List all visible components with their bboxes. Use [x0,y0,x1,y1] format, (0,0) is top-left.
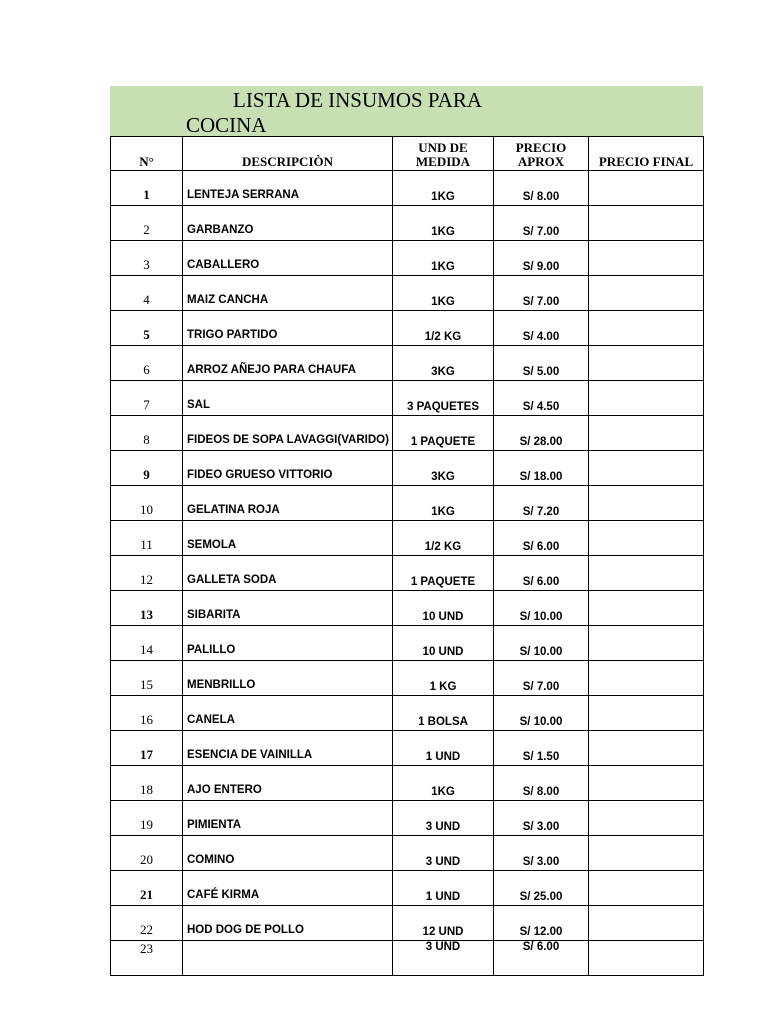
table-row [111,766,704,801]
table-row [111,906,704,941]
row-description: GALLETA SODA [183,556,393,591]
table-row [111,696,704,731]
row-number: 1 [111,171,183,206]
header-approx-price [494,137,589,171]
title-line-1: LISTA DE INSUMOS PARA [233,88,483,112]
row-final-price[interactable] [589,696,704,731]
row-approx-price: S/ 3.00 [494,836,589,871]
row-unit: 3 UND [393,941,494,976]
table-row [111,941,704,976]
row-description: GARBANZO [183,206,393,241]
row-final-price[interactable] [589,906,704,941]
row-number: 8 [111,416,183,451]
row-description [183,941,393,976]
row-number: 4 [111,276,183,311]
row-number: 12 [111,556,183,591]
row-number: 13 [111,591,183,626]
row-final-price[interactable] [589,836,704,871]
row-final-price[interactable] [589,871,704,906]
row-approx-price: S/ 28.00 [494,416,589,451]
row-final-price[interactable] [589,731,704,766]
row-description: SAL [183,381,393,416]
row-approx-price: S/ 3.00 [494,801,589,836]
row-approx-price: S/ 10.00 [494,591,589,626]
row-unit: 3 UND [393,801,494,836]
header-final-price: PRECIO FINAL [589,137,704,171]
row-approx-price: S/ 9.00 [494,241,589,276]
row-description: SEMOLA [183,521,393,556]
table-row [111,206,704,241]
row-unit: 1 BOLSA [393,696,494,731]
row-unit: 1KG [393,276,494,311]
table-row [111,661,704,696]
row-approx-price: S/ 1.50 [494,731,589,766]
row-unit: 3KG [393,451,494,486]
row-unit: 10 UND [393,591,494,626]
row-unit: 1KG [393,206,494,241]
header-price-line-1: PRECIO [515,140,567,155]
row-approx-price: S/ 10.00 [494,696,589,731]
row-number: 11 [111,521,183,556]
title-line-2: COCINA [186,113,267,137]
row-description: AJO ENTERO [183,766,393,801]
row-approx-price: S/ 7.00 [494,661,589,696]
table-row [111,451,704,486]
row-description: CABALLERO [183,241,393,276]
row-approx-price: S/ 8.00 [494,766,589,801]
row-description: MAIZ CANCHA [183,276,393,311]
header-no: N° [111,137,183,171]
table-row [111,171,704,206]
row-final-price[interactable] [589,661,704,696]
row-number: 23 [111,941,183,976]
row-approx-price: S/ 7.00 [494,206,589,241]
row-unit: 1 UND [393,731,494,766]
row-number: 5 [111,311,183,346]
row-final-price[interactable] [589,556,704,591]
row-approx-price: S/ 7.00 [494,276,589,311]
header-description: DESCRIPCIÒN [183,137,393,171]
header-unit-line-2: MEDIDA [415,154,471,169]
row-approx-price: S/ 18.00 [494,451,589,486]
table-row [111,556,704,591]
row-final-price[interactable] [589,171,704,206]
row-description: FIDEOS DE SOPA LAVAGGI(VARIDO) [183,416,393,451]
supplies-table [110,136,704,976]
row-number: 16 [111,696,183,731]
table-row [111,486,704,521]
table-row [111,731,704,766]
table-row [111,311,704,346]
row-number: 2 [111,206,183,241]
row-description: CANELA [183,696,393,731]
row-number: 14 [111,626,183,661]
table-row [111,416,704,451]
row-final-price[interactable] [589,801,704,836]
header-unit [393,137,494,171]
row-unit: 10 UND [393,626,494,661]
table-row [111,276,704,311]
row-unit: 1 KG [393,661,494,696]
table-row [111,381,704,416]
row-unit: 1 UND [393,871,494,906]
header-row [111,137,704,171]
row-unit: 1/2 KG [393,311,494,346]
row-final-price[interactable] [589,591,704,626]
header-unit-line-1: UND DE [418,140,468,155]
row-approx-price: S/ 6.00 [494,941,589,976]
row-number: 19 [111,801,183,836]
row-number: 10 [111,486,183,521]
row-unit: 1/2 KG [393,521,494,556]
row-number: 21 [111,871,183,906]
row-final-price[interactable] [589,276,704,311]
spreadsheet [110,86,703,976]
row-unit: 1KG [393,241,494,276]
row-description: ESENCIA DE VAINILLA [183,731,393,766]
row-final-price[interactable] [589,451,704,486]
row-approx-price: S/ 6.00 [494,521,589,556]
row-approx-price: S/ 8.00 [494,171,589,206]
row-approx-price: S/ 10.00 [494,626,589,661]
row-final-price[interactable] [589,206,704,241]
row-approx-price: S/ 25.00 [494,871,589,906]
row-unit: 1 PAQUETE [393,556,494,591]
row-description: FIDEO GRUESO VITTORIO [183,451,393,486]
table-row [111,836,704,871]
row-number: 18 [111,766,183,801]
row-unit: 12 UND [393,906,494,941]
row-final-price[interactable] [589,311,704,346]
table-row [111,346,704,381]
row-unit: 3 PAQUETES [393,381,494,416]
row-unit: 1KG [393,766,494,801]
row-description: ARROZ AÑEJO PARA CHAUFA [183,346,393,381]
row-number: 20 [111,836,183,871]
row-final-price[interactable] [589,521,704,556]
row-number: 15 [111,661,183,696]
row-unit: 1 PAQUETE [393,416,494,451]
row-unit: 1KG [393,486,494,521]
row-final-price[interactable] [589,381,704,416]
row-approx-price: S/ 6.00 [494,556,589,591]
row-final-price[interactable] [589,241,704,276]
table-row [111,626,704,661]
row-approx-price: S/ 4.00 [494,311,589,346]
title-band [110,86,703,136]
row-description: SIBARITA [183,591,393,626]
row-description: LENTEJA SERRANA [183,171,393,206]
row-final-price[interactable] [589,416,704,451]
row-description: PIMIENTA [183,801,393,836]
row-approx-price: S/ 4.50 [494,381,589,416]
row-description: CAFÉ KIRMA [183,871,393,906]
row-unit: 3 UND [393,836,494,871]
row-number: 22 [111,906,183,941]
table-row [111,521,704,556]
row-final-price[interactable] [589,626,704,661]
row-approx-price: S/ 12.00 [494,906,589,941]
row-description: GELATINA ROJA [183,486,393,521]
row-number: 9 [111,451,183,486]
row-unit: 3KG [393,346,494,381]
row-description: HOD DOG DE POLLO [183,906,393,941]
row-description: TRIGO PARTIDO [183,311,393,346]
row-unit: 1KG [393,171,494,206]
row-number: 17 [111,731,183,766]
row-description: COMINO [183,836,393,871]
row-final-price[interactable] [589,766,704,801]
row-number: 7 [111,381,183,416]
row-final-price[interactable] [589,486,704,521]
row-number: 3 [111,241,183,276]
row-number: 6 [111,346,183,381]
table-row [111,801,704,836]
table-row [111,591,704,626]
header-price-line-2: APROX [517,154,565,169]
row-final-price[interactable] [589,346,704,381]
table-row [111,871,704,906]
row-approx-price: S/ 7.20 [494,486,589,521]
row-approx-price: S/ 5.00 [494,346,589,381]
row-description: PALILLO [183,626,393,661]
table-row [111,241,704,276]
row-description: MENBRILLO [183,661,393,696]
row-final-price[interactable] [589,941,704,976]
